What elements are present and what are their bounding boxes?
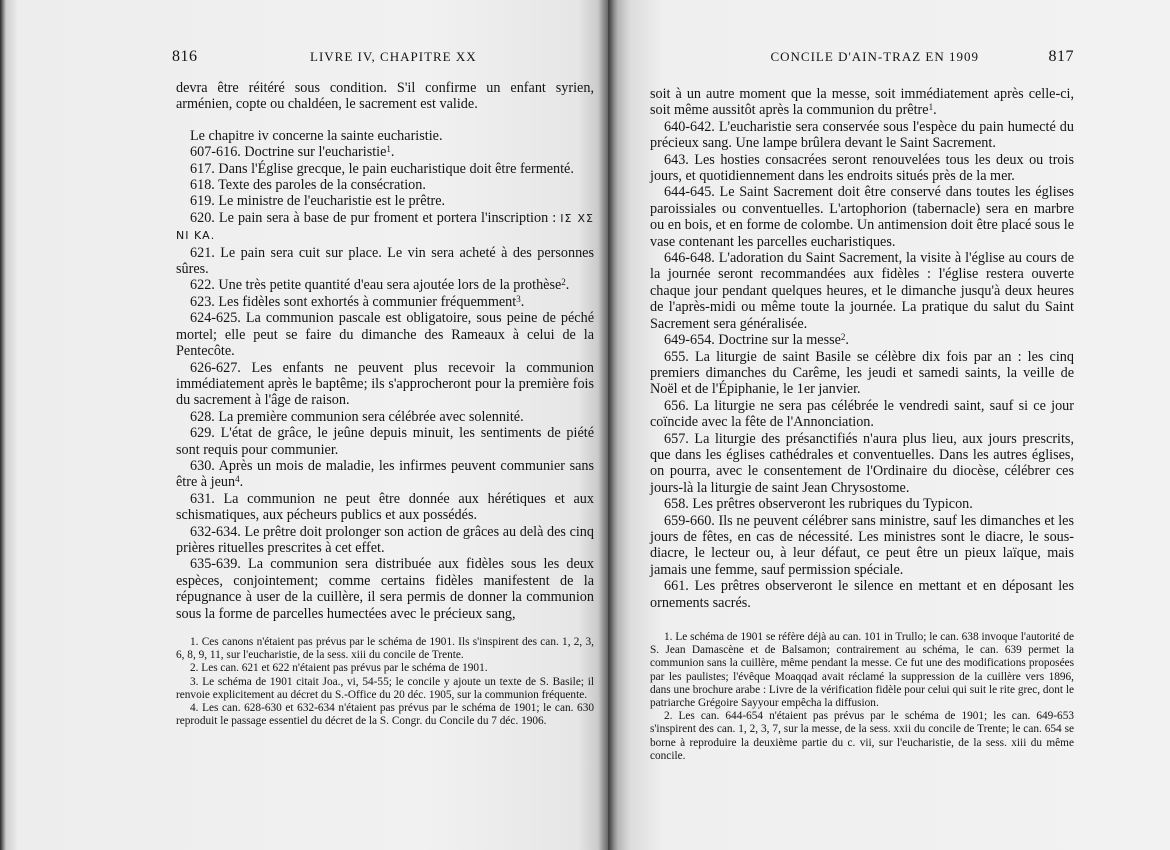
- footnote: 3. Le schéma de 1901 citait Joa., vi, 54-55; le concile y ajoute un texte de S. Basile; il renvoie explicitement au décret du S.-Office du 20 déc. 1905, sur la communion fréquente.: [176, 675, 594, 701]
- paragraph: 624-625. La communion pascale est obligatoire, sous peine de péché mortel; elle peut se faire du dimanche des Rameaux à celui de la Pentecôte.: [176, 310, 594, 360]
- paragraph: 632-634. Le prêtre doit prolonger son action de grâces au delà des cinq prières rituelles prescrites à cet effet.: [176, 523, 594, 556]
- footnote: 1. Ces canons n'étaient pas prévus par le schéma de 1901. Ils s'inspirent des can. 1, 2, 3, 6, 8, 9, 11, sur l'eucharistie, de la sess. xiii du concile de Trente.: [176, 636, 594, 662]
- paragraph: 635-639. La communion sera distribuée aux fidèles sous les deux espèces, conjointement; comme certains fidèles manifestent de la répugnance à user de la cuillère, il sera permis de donner la communion sous la forme de parcelles humectées avec le précieux sang,: [176, 556, 594, 622]
- paragraph: 649-654. Doctrine sur la messe$^2$.: [664, 332, 849, 349]
- paragraph: 619. Le ministre de l'eucharistie est le prêtre.: [190, 193, 446, 210]
- paragraph: Le chapitre iv concerne la sainte eucharistie.: [190, 127, 443, 144]
- paragraph: 607-616. Doctrine sur l'eucharistie$^1$.: [190, 144, 395, 161]
- paragraph: 630. Après un mois de maladie, les infirmes peuvent communier sans être à jeun$^4$.: [176, 457, 594, 491]
- paragraph: 658. Les prêtres observeront les rubriques du Typicon.: [664, 496, 973, 513]
- paragraph: 628. La première communion sera célébrée avec solennité.: [190, 408, 524, 425]
- paragraph: soit à un autre moment que la messe, soit immédiatement après celle-ci, soit même aussitôt après la communion du prêtre$^1$.: [650, 86, 1074, 119]
- paragraph: 656. La liturgie ne sera pas célébrée le vendredi saint, sauf si ce jour coïncide avec la fête de l'Annonciation.: [650, 397, 1074, 431]
- greek-inscription: ΙΣ ΧΣ ΝΙ ΚΑ.: [176, 211, 594, 243]
- paragraph: 646-648. L'adoration du Saint Sacrement, la visite à l'église au cours de la journée seront recommandées aux fidèles : l'église restera ouverte chaque jour pendant quelques heures, et le dimanche jusqu'à deux heures de l'après-midi ou même toute la journée. La pratique du salut du Saint Sacrement sera généralisée.: [650, 250, 1074, 332]
- footnote-ref: 1: [928, 102, 934, 113]
- paragraph: 621. Le pain sera cuit sur place. Le vin sera acheté à des personnes sûres.: [176, 244, 594, 278]
- paragraph: 640-642. L'eucharistie sera conservée sous l'espèce du pain humecté du précieux sang. Une lampe brûlera devant le Saint Sacrement.: [650, 118, 1074, 152]
- paragraph: 631. La communion ne peut être donnée aux hérétiques et aux schismatiques, aux pécheurs publics et aux possédés.: [176, 490, 594, 524]
- left-page-number: 816: [172, 48, 198, 65]
- footnote-ref: 3: [516, 293, 521, 304]
- paragraph: 620. Le pain sera à base de pur froment et portera l'inscription : ΙΣ ΧΣ ΝΙ ΚΑ.: [176, 209, 594, 243]
- right-running-head: CONCILE D'AIN-TRAZ EN 1909: [770, 49, 979, 64]
- paragraph: 659-660. Ils ne peuvent célébrer sans ministre, sauf les dimanches et les jours de fêtes, en cas de nécessité. Les ministres sont le diacre, le sous-diacre, le lecteur ou, à leur défaut, ce peut être un pieux laïque, mais jamais une femme, sauf permission spéciale.: [650, 512, 1074, 578]
- left-running-head: LIVRE IV, CHAPITRE XX: [310, 49, 477, 64]
- paragraph: 644-645. Le Saint Sacrement doit être conservé dans toutes les églises paroissiales ou conventuelles. L'artophorion (tabernacle) sera en marbre ou en bois, et en forme de colombe. Un antimension doit être placé sous le vase contenant les parcelles eucharistiques.: [650, 184, 1074, 250]
- paragraph: 657. La liturgie des présanctifiés n'aura plus lieu, aux jours prescrits, que dans les églises cathédrales et conventuelles. Dans les autres églises, on pourra, avec le consentement de l'Ordinaire du diocèse, célébrer ces jours-là la liturgie de saint Jean Chrysostome.: [650, 430, 1074, 496]
- paragraph: devra être réitéré sous condition. S'il confirme un enfant syrien, arménien, copte ou chaldéen, le sacrement est valide.: [176, 80, 594, 113]
- right-page-number: 817: [1048, 48, 1074, 65]
- paragraph: 629. L'état de grâce, le jeûne depuis minuit, les sentiments de piété sont requis pour communier.: [176, 425, 594, 458]
- left-body-text: [176, 80, 594, 622]
- right-body-text: [650, 86, 1074, 611]
- right-footnotes: [650, 631, 1074, 763]
- paragraph: 623. Les fidèles sont exhortés à communier fréquemment$^3$.: [190, 293, 525, 310]
- footnote-ref: 2: [561, 277, 566, 288]
- left-footnotes: [176, 636, 594, 728]
- paragraph: 618. Texte des paroles de la consécration.: [190, 177, 426, 194]
- left-running-header: [162, 48, 594, 70]
- paragraph: 655. La liturgie de saint Basile se célèbre dix fois par an : les cinq premiers dimanches du Carême, les jeudi et samedi saints, la veille de Noël et de l'Épiphanie, le 1er janvier.: [650, 348, 1074, 398]
- right-running-header: [648, 48, 1074, 70]
- paragraph: 622. Une très petite quantité d'eau sera ajoutée lors de la prothèse$^2$.: [190, 277, 570, 294]
- paragraph: 617. Dans l'Église grecque, le pain eucharistique doit être fermenté.: [190, 160, 574, 177]
- footnote-ref: 4: [235, 474, 240, 485]
- footnote: 2. Les can. 644-654 n'étaient pas prévus par le schéma de 1901; les can. 649-653 s'inspirent des can. 1, 2, 3, 7, sur la messe, de la sess. xxii du concile de Trente; le can. 654 se borne à reproduire la deuxième partie du c. vii, sur l'eucharistie, de la sess. xiii du même concile.: [650, 710, 1074, 762]
- paragraph: 661. Les prêtres observeront le silence en mettant et en déposant les ornements sacrés.: [650, 578, 1074, 611]
- footnote: 2. Les can. 621 et 622 n'étaient pas prévus par le schéma de 1901.: [190, 662, 488, 675]
- paragraph: 643. Les hosties consacrées seront renouvelées tous les deux ou trois jours, et quotidiennement dans les endroits situés près de la mer.: [650, 151, 1074, 185]
- footnote: 1. Le schéma de 1901 se réfère déjà au can. 101 in Trullo; le can. 638 invoque l'autorité de S. Jean Damascène et de Balsamon; contrairement au schéma, le can. 639 permet la communion sans la cuillère, même pendant la messe. Ce fut une des modifications proposées par les paulistes; l'évêque Moaqqad avait réclamé la suppression de la cuillère vers 1896, dans une brochure arabe : Livre de la vérification fidèle pour celui qui suit le rite grec, dont le patriarche Grégoire Sayyour empêcha la diffusion.: [650, 631, 1074, 710]
- footnote: 4. Les can. 628-630 et 632-634 n'étaient pas prévus par le schéma de 1901; le can. 630 reproduit le passage essentiel du décret de la S. Congr. du Concile du 7 déc. 1906.: [176, 702, 594, 728]
- footnote-ref: 2: [840, 332, 846, 343]
- paragraph: 626-627. Les enfants ne peuvent plus recevoir la communion immédiatement après le baptême; ils s'approcheront pour la première fois du sacrement à l'âge de raison.: [176, 359, 594, 409]
- right-page: [608, 0, 1170, 850]
- footnote-ref: 1: [386, 144, 391, 155]
